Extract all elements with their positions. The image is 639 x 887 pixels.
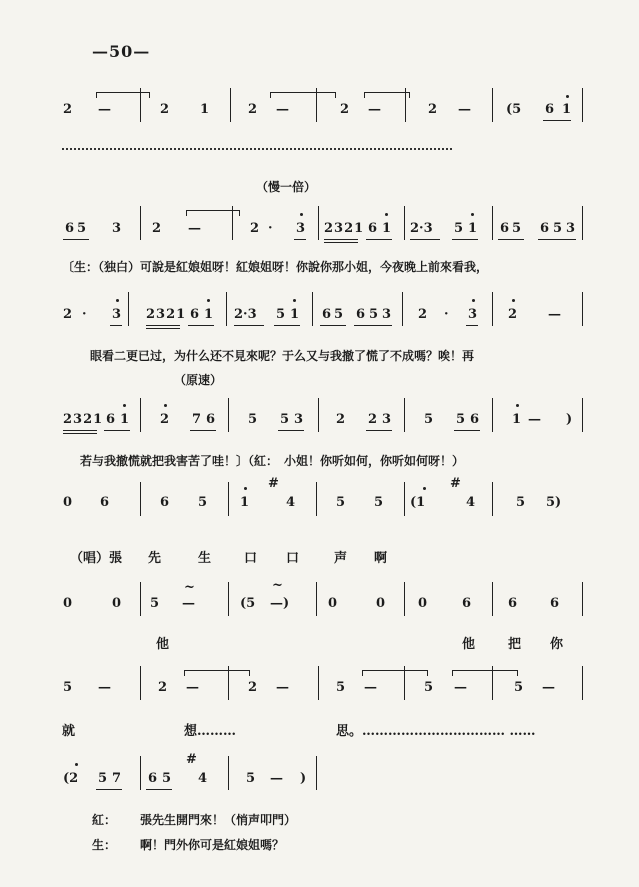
note: 2 [158, 680, 168, 695]
note: 6 [160, 495, 170, 510]
note: (5 [506, 102, 522, 117]
lyric: 你 [550, 637, 564, 652]
note: 6 [462, 596, 472, 611]
barline [316, 482, 317, 516]
note: 6 [545, 102, 555, 117]
barline [140, 206, 141, 240]
barline [230, 88, 231, 122]
note: 5 [280, 412, 290, 427]
note: 2321 [324, 221, 365, 236]
beam [498, 239, 524, 240]
note: 0 [376, 596, 386, 611]
note: 5 [512, 221, 522, 236]
beam [188, 325, 214, 326]
barline [404, 482, 405, 516]
barline [404, 206, 405, 240]
note: 4 [198, 771, 208, 786]
note: 6 [550, 596, 560, 611]
beam [146, 325, 180, 326]
note: 2 [368, 412, 378, 427]
sharp-sign: # [450, 476, 461, 491]
barline [318, 398, 319, 432]
note: 2 [428, 102, 438, 117]
note: 5 [336, 495, 346, 510]
tie [184, 670, 250, 676]
tie [364, 92, 410, 98]
beam [274, 325, 300, 326]
high-octave-dot [300, 213, 303, 216]
barline [402, 292, 403, 326]
beam [354, 325, 392, 326]
beam [466, 325, 478, 326]
barline [140, 482, 141, 516]
note: 5 [334, 307, 344, 322]
note: 2 [63, 102, 73, 117]
note: 4 [286, 495, 296, 510]
high-octave-dot [471, 213, 474, 216]
speaker-label-sheng: 生： [92, 838, 117, 852]
note: 2 [418, 307, 428, 322]
high-octave-dot [75, 763, 78, 766]
note: 5 [369, 307, 379, 322]
beam [146, 789, 172, 790]
barline [582, 666, 583, 700]
note: ) [566, 412, 573, 427]
note: — [98, 102, 111, 117]
lyric: 啊 [374, 551, 388, 566]
tie [362, 670, 428, 676]
lyric: 思。…………………………… …… [336, 724, 536, 739]
speaker-label-hong: 紅： [92, 813, 117, 827]
note: 1 [204, 307, 214, 322]
note: 5 [198, 495, 208, 510]
note: 1 [200, 102, 210, 117]
barline [228, 398, 229, 432]
high-octave-dot [472, 299, 475, 302]
note: 0 [328, 596, 338, 611]
note: —) [270, 596, 290, 611]
note: 5 [424, 412, 434, 427]
tie [270, 92, 336, 98]
note: 5 [374, 495, 384, 510]
note: 6 [356, 307, 366, 322]
lyric: 先 [148, 551, 162, 566]
note: 5 [553, 221, 563, 236]
lyric: 生 [198, 551, 212, 566]
note: · [268, 221, 273, 236]
note: 4 [466, 495, 476, 510]
barline [582, 398, 583, 432]
note: 5 [98, 771, 108, 786]
note: 3 [468, 307, 478, 322]
barline [228, 482, 229, 516]
note: 2 [160, 412, 170, 427]
barline [318, 666, 319, 700]
note: 1 [468, 221, 478, 236]
note: 3 [382, 412, 392, 427]
beam [63, 433, 97, 434]
note: 5 [516, 495, 526, 510]
high-octave-dot [516, 404, 519, 407]
note: — [548, 307, 561, 322]
note: 2 [160, 102, 170, 117]
note: 1 [290, 307, 300, 322]
note: 2 [248, 680, 258, 695]
dialogue-line: 〔生：（独白）可說是紅娘姐呀！紅娘姐呀！你說你那小姐，今夜晚上前來看我， [62, 260, 489, 274]
beam [234, 325, 264, 326]
beam [543, 120, 571, 121]
barline [312, 292, 313, 326]
note: 6 [65, 221, 75, 236]
barline [316, 582, 317, 616]
note: 6 [148, 771, 158, 786]
beam [366, 430, 392, 431]
note: 5 [514, 680, 524, 695]
beam [278, 430, 304, 431]
note: 2 [63, 307, 73, 322]
note: 0 [112, 596, 122, 611]
note: 1 [240, 495, 250, 510]
note: 6 [100, 495, 110, 510]
note: · [444, 307, 449, 322]
note: 5 [456, 412, 466, 427]
beam [452, 239, 478, 240]
note: 6 [190, 307, 200, 322]
note: 3 [296, 221, 306, 236]
note: — [364, 680, 377, 695]
note: 1 [382, 221, 392, 236]
dialogue-line: 若与我撤慌就把我害苦了哇！〕（紅： 小姐！你听如何，你听如何呀！） [80, 454, 465, 468]
page-number: —50— [92, 42, 151, 61]
beam [96, 789, 122, 790]
note: 5 [246, 771, 256, 786]
note: 2 [248, 102, 258, 117]
high-octave-dot [244, 487, 247, 490]
note: 5 [162, 771, 172, 786]
note: 6 [368, 221, 378, 236]
note: 1 [562, 102, 572, 117]
note: 2 [336, 412, 346, 427]
barline [492, 88, 493, 122]
beam [366, 239, 392, 240]
barline [228, 756, 229, 790]
note: 5 [248, 412, 258, 427]
note: — [276, 102, 289, 117]
barline [582, 206, 583, 240]
barline [226, 292, 227, 326]
tilde-ornament: ~ [272, 578, 283, 593]
barline [492, 482, 493, 516]
note: 2 [152, 221, 162, 236]
barline [492, 206, 493, 240]
note: 5 [276, 307, 286, 322]
barline [582, 88, 583, 122]
barline [318, 206, 319, 240]
note: 2 [250, 221, 260, 236]
note: 5) [546, 495, 562, 510]
sharp-sign: # [186, 752, 197, 767]
barline [492, 582, 493, 616]
tempo-marking-slow: （慢一倍） [256, 180, 317, 194]
lyric: （唱）張 [70, 551, 123, 566]
note: 1 [120, 412, 130, 427]
note: 7 [192, 412, 202, 427]
beam [146, 328, 180, 329]
barline [404, 398, 405, 432]
note: 0 [418, 596, 428, 611]
note: 5 [63, 680, 73, 695]
note: — [186, 680, 199, 695]
high-octave-dot [293, 299, 296, 302]
barline [140, 582, 141, 616]
tilde-ornament: ~ [184, 580, 195, 595]
note: 2321 [63, 412, 104, 427]
note: — [368, 102, 381, 117]
note: 1 [512, 412, 522, 427]
note: 6 [540, 221, 550, 236]
note: 5 [454, 221, 464, 236]
note: 5 [336, 680, 346, 695]
high-octave-dot [566, 95, 569, 98]
beam [104, 430, 130, 431]
note: 2·3 [234, 307, 257, 322]
beam [324, 239, 358, 240]
beam [294, 239, 306, 240]
note: (5 [240, 596, 256, 611]
note: — [270, 771, 283, 786]
beam [454, 430, 480, 431]
lyric: 口 [286, 551, 300, 566]
lyric: 口 [244, 551, 258, 566]
beam [538, 239, 576, 240]
beam [320, 325, 346, 326]
barline [128, 292, 129, 326]
high-octave-dot [123, 404, 126, 407]
note: — [188, 221, 201, 236]
high-octave-dot [207, 299, 210, 302]
note: 6 [206, 412, 216, 427]
barline [582, 292, 583, 326]
note: 2·3 [410, 221, 433, 236]
note: 2321 [146, 307, 187, 322]
high-octave-dot [385, 213, 388, 216]
barline [140, 666, 141, 700]
dialogue-line: 啊！門外你可是紅娘姐嗎？ [140, 838, 285, 852]
note: 6 [500, 221, 510, 236]
note: (1 [410, 495, 426, 510]
note: 3 [112, 221, 122, 236]
note: ) [300, 771, 307, 786]
note: 7 [112, 771, 122, 786]
high-octave-dot [116, 299, 119, 302]
sharp-sign: # [268, 476, 279, 491]
tempo-marking-normal: （原速） [174, 373, 223, 387]
note: — [454, 680, 467, 695]
high-octave-dot [423, 487, 426, 490]
note: 3 [382, 307, 392, 322]
note: 6 [322, 307, 332, 322]
note: — [276, 680, 289, 695]
barline [492, 292, 493, 326]
note: 3 [294, 412, 304, 427]
dotted-separator [62, 148, 452, 150]
beam [410, 239, 440, 240]
beam [324, 242, 358, 243]
note: 6 [106, 412, 116, 427]
lyric: 就 [62, 724, 76, 739]
note: (2 [63, 771, 79, 786]
lyric: 他 [156, 637, 170, 652]
tie [186, 210, 240, 216]
note: 0 [63, 495, 73, 510]
note: · [82, 307, 87, 322]
note: 2 [508, 307, 518, 322]
barline [404, 582, 405, 616]
beam [110, 325, 122, 326]
note: 5 [424, 680, 434, 695]
note: — [98, 680, 111, 695]
note: — [182, 596, 195, 611]
note: 5 [77, 221, 87, 236]
beam [63, 430, 97, 431]
note: 0 [63, 596, 73, 611]
note: 3 [112, 307, 122, 322]
note: 6 [470, 412, 480, 427]
barline [582, 582, 583, 616]
lyric: 他 [462, 637, 476, 652]
beam [63, 239, 89, 240]
dialogue-line: 張先生開門來！（悄声叩門） [140, 813, 297, 827]
tie [452, 670, 518, 676]
note: 5 [150, 596, 160, 611]
barline [140, 756, 141, 790]
high-octave-dot [512, 299, 515, 302]
dialogue-line: 眼看二更已过，为什么还不見來呢？于么又与我撤了慌了不成嗎？唉！再 [90, 349, 475, 363]
lyric: 把 [508, 637, 522, 652]
beam [190, 430, 216, 431]
barline [228, 582, 229, 616]
note: — [528, 412, 541, 427]
note: 6 [508, 596, 518, 611]
high-octave-dot [164, 404, 167, 407]
note: 3 [566, 221, 576, 236]
lyric: 想……… [184, 724, 237, 739]
barline [316, 756, 317, 790]
note: — [542, 680, 555, 695]
barline [492, 398, 493, 432]
note: — [458, 102, 471, 117]
lyric: 声 [334, 551, 348, 566]
note: 2 [340, 102, 350, 117]
barline [140, 398, 141, 432]
tie [96, 92, 150, 98]
